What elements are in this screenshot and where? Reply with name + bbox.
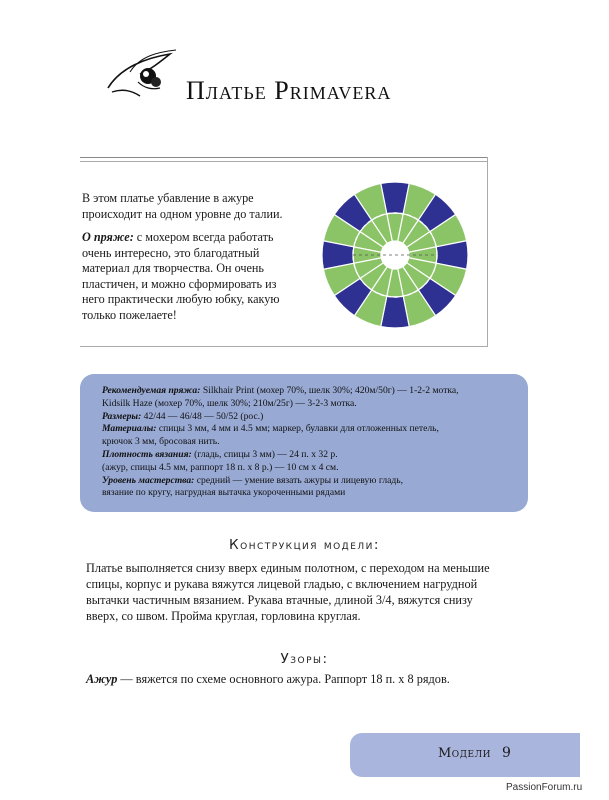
footer-tab xyxy=(350,733,580,777)
top-divider xyxy=(80,157,488,158)
info-value: (ажур, спицы 4.5 мм, раппорт 18 п. х 8 р.) — 10 см х 4 см. xyxy=(102,461,339,473)
intro-text xyxy=(82,191,302,331)
info-label: Материалы: xyxy=(102,423,157,435)
intro-paragraph: В этом платье убавление в ажуре происходит на одном уровне до талии. xyxy=(82,191,283,221)
pattern-label: Ажур xyxy=(86,672,118,686)
page-number: 9 xyxy=(502,745,511,761)
info-row xyxy=(102,475,506,488)
info-value: крючок 3 мм, бросовая нить. xyxy=(102,436,220,448)
info-value: средний — умение вязать ажуры и лицевую гладь, xyxy=(194,474,404,486)
info-row xyxy=(102,449,506,462)
info-row xyxy=(102,436,506,449)
info-row xyxy=(102,385,506,398)
yarn-paragraph xyxy=(82,230,302,323)
info-label: Размеры: xyxy=(102,410,142,422)
info-row xyxy=(102,487,506,500)
vertical-divider xyxy=(487,157,488,347)
page-title: Платье Primavera xyxy=(186,76,392,105)
construction-text: Платье выполняется снизу вверх единым полотном, с переходом на меньшие спицы, корпус и рукава вяжутся лицевой гладью, с включением нагрудной вытачки частичным вязанием. Рукава втачные, длиной 3/4, вяжутся снизу вверх, со швом. Пройма круглая, горловина круглая. xyxy=(86,561,490,623)
patterns-text xyxy=(86,671,506,687)
info-label: Уровень мастерства: xyxy=(102,474,195,486)
yarn-text: с мохером всегда работать очень интересно, это благодатный материал для творчества. Он очень пластичен, и можно сформировать из него практически любую юбку, какую только пожелаете! xyxy=(82,230,280,322)
info-row xyxy=(102,411,506,424)
info-value: 42/44 — 46/48 — 50/52 (рос.) xyxy=(141,410,264,422)
yarn-label: О пряже: xyxy=(82,230,134,244)
info-label: Плотность вязания: xyxy=(102,448,192,460)
section-name: Модели xyxy=(438,746,491,761)
construction-heading: Конструкция модели: xyxy=(229,537,380,553)
info-row xyxy=(102,462,506,475)
skirt-panel-diagram xyxy=(320,180,470,330)
bird-flower-logo xyxy=(100,48,180,102)
top-divider-secondary xyxy=(80,161,488,162)
bottom-divider xyxy=(80,346,488,347)
info-value: (гладь, спицы 3 мм) — 24 п. х 32 р. xyxy=(191,448,338,460)
info-value: Silkhair Print (мохер 70%, шелк 30%; 420м/50г) — 1-2-2 мотка, xyxy=(200,385,459,396)
info-row xyxy=(102,423,506,436)
patterns-heading: Узоры: xyxy=(280,651,329,667)
info-label: Рекомендуемая пряжа: xyxy=(102,385,201,396)
info-value: спицы 3 мм, 4 мм и 4.5 мм; маркер, булавки для отложенных петель, xyxy=(156,423,439,435)
info-value: Kidsilk Haze (мохер 70%, шелк 30%; 210м/25г) — 3-2-3 мотка. xyxy=(102,397,357,409)
info-value: вязание по кругу, нагрудная вытачка укороченными рядами xyxy=(102,487,346,499)
watermark: PassionForum.ru xyxy=(506,782,583,793)
pattern-description: — вяжется по схеме основного ажура. Раппорт 18 п. х 8 рядов. xyxy=(117,672,450,686)
info-row xyxy=(102,398,506,411)
info-box xyxy=(80,374,528,512)
